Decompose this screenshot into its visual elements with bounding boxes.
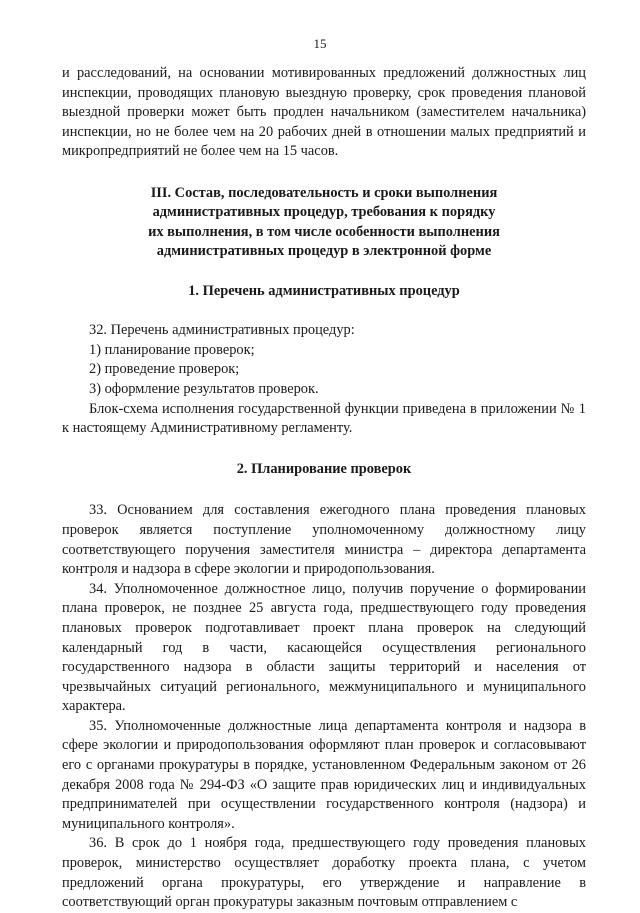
list-item: 3) оформление результатов проверок. (89, 380, 319, 397)
page-number: 15 (313, 36, 327, 51)
list-item: 1) планирование проверок; (89, 341, 255, 358)
section-title-line: III. Состав, последовательность и сроки выполнения (150, 184, 498, 201)
item-32-heading: 32. Перечень административных процедур: (89, 322, 355, 339)
intro-paragraph: и расследований, на основании мотивированных предложений должностных лиц инспекции, проводящих плановую выездную проверку, срок проведения плановой выездной проверки может быть продлен начальником (заместителем начальника) инспекции, но не более чем на 20 рабочих дней в отношении малых предприятий и микропредприятий не более чем на 15 часов. (62, 65, 586, 160)
paragraph-36: 36. В срок до 1 ноября года, предшествующего году проведения плановых проверок, министерство осуществляет доработку проекта плана, с учетом предложений органа прокуратуры, его утверждение и направление в соответствующий орган прокуратуры заказным почтовым отправлением с (62, 835, 586, 911)
document-body (62, 64, 586, 913)
section-title (62, 184, 586, 262)
paragraph-33: 33. Основанием для составления ежегодного плана проведения плановых проверок является поступление уполномоченному должностному лицу соответствующего поручения заместителя министра – директора департамента контроля и надзора в сфере экологии и природопользования. (62, 502, 586, 578)
paragraph-35: 35. Уполномоченные должностные лица департамента контроля и надзора в сфере экологии и природопользования оформляют план проверок и согласовывают его с органами прокуратуры в порядке, установленном Федеральным законом от 26 декабря 2008 года № 294-ФЗ «О защите прав юридических лиц и индивидуальных предпринимателей при осуществлении государственного контроля (надзора) и муниципального контроля». (62, 717, 586, 832)
subsection-title-planning: 2. Планирование проверок (236, 460, 412, 477)
subsection-title-procedures: 1. Перечень административных процедур (188, 282, 460, 299)
flowchart-note: Блок-схема исполнения государственной функции приведена в приложении № 1 к настоящему Административному регламенту. (62, 400, 586, 437)
section-title-line: административных процедур в электронной форме (156, 243, 492, 260)
section-title-line: административных процедур, требования к порядку (152, 204, 496, 221)
paragraph-34: 34. Уполномоченное должностное лицо, получив поручение о формировании плана проверок, не позднее 25 августа года, предшествующего году проведения плановых проверок подготавливает проект плана проверок на следующий календарный год в части, касающейся осуществления регионального государственного надзора в области защиты территорий и населения от чрезвычайных ситуаций регионального, межмуниципального и муниципального характера. (62, 580, 586, 715)
section-title-line: их выполнения, в том числе особенности выполнения (148, 223, 500, 240)
list-item: 2) проведение проверок; (89, 361, 240, 378)
